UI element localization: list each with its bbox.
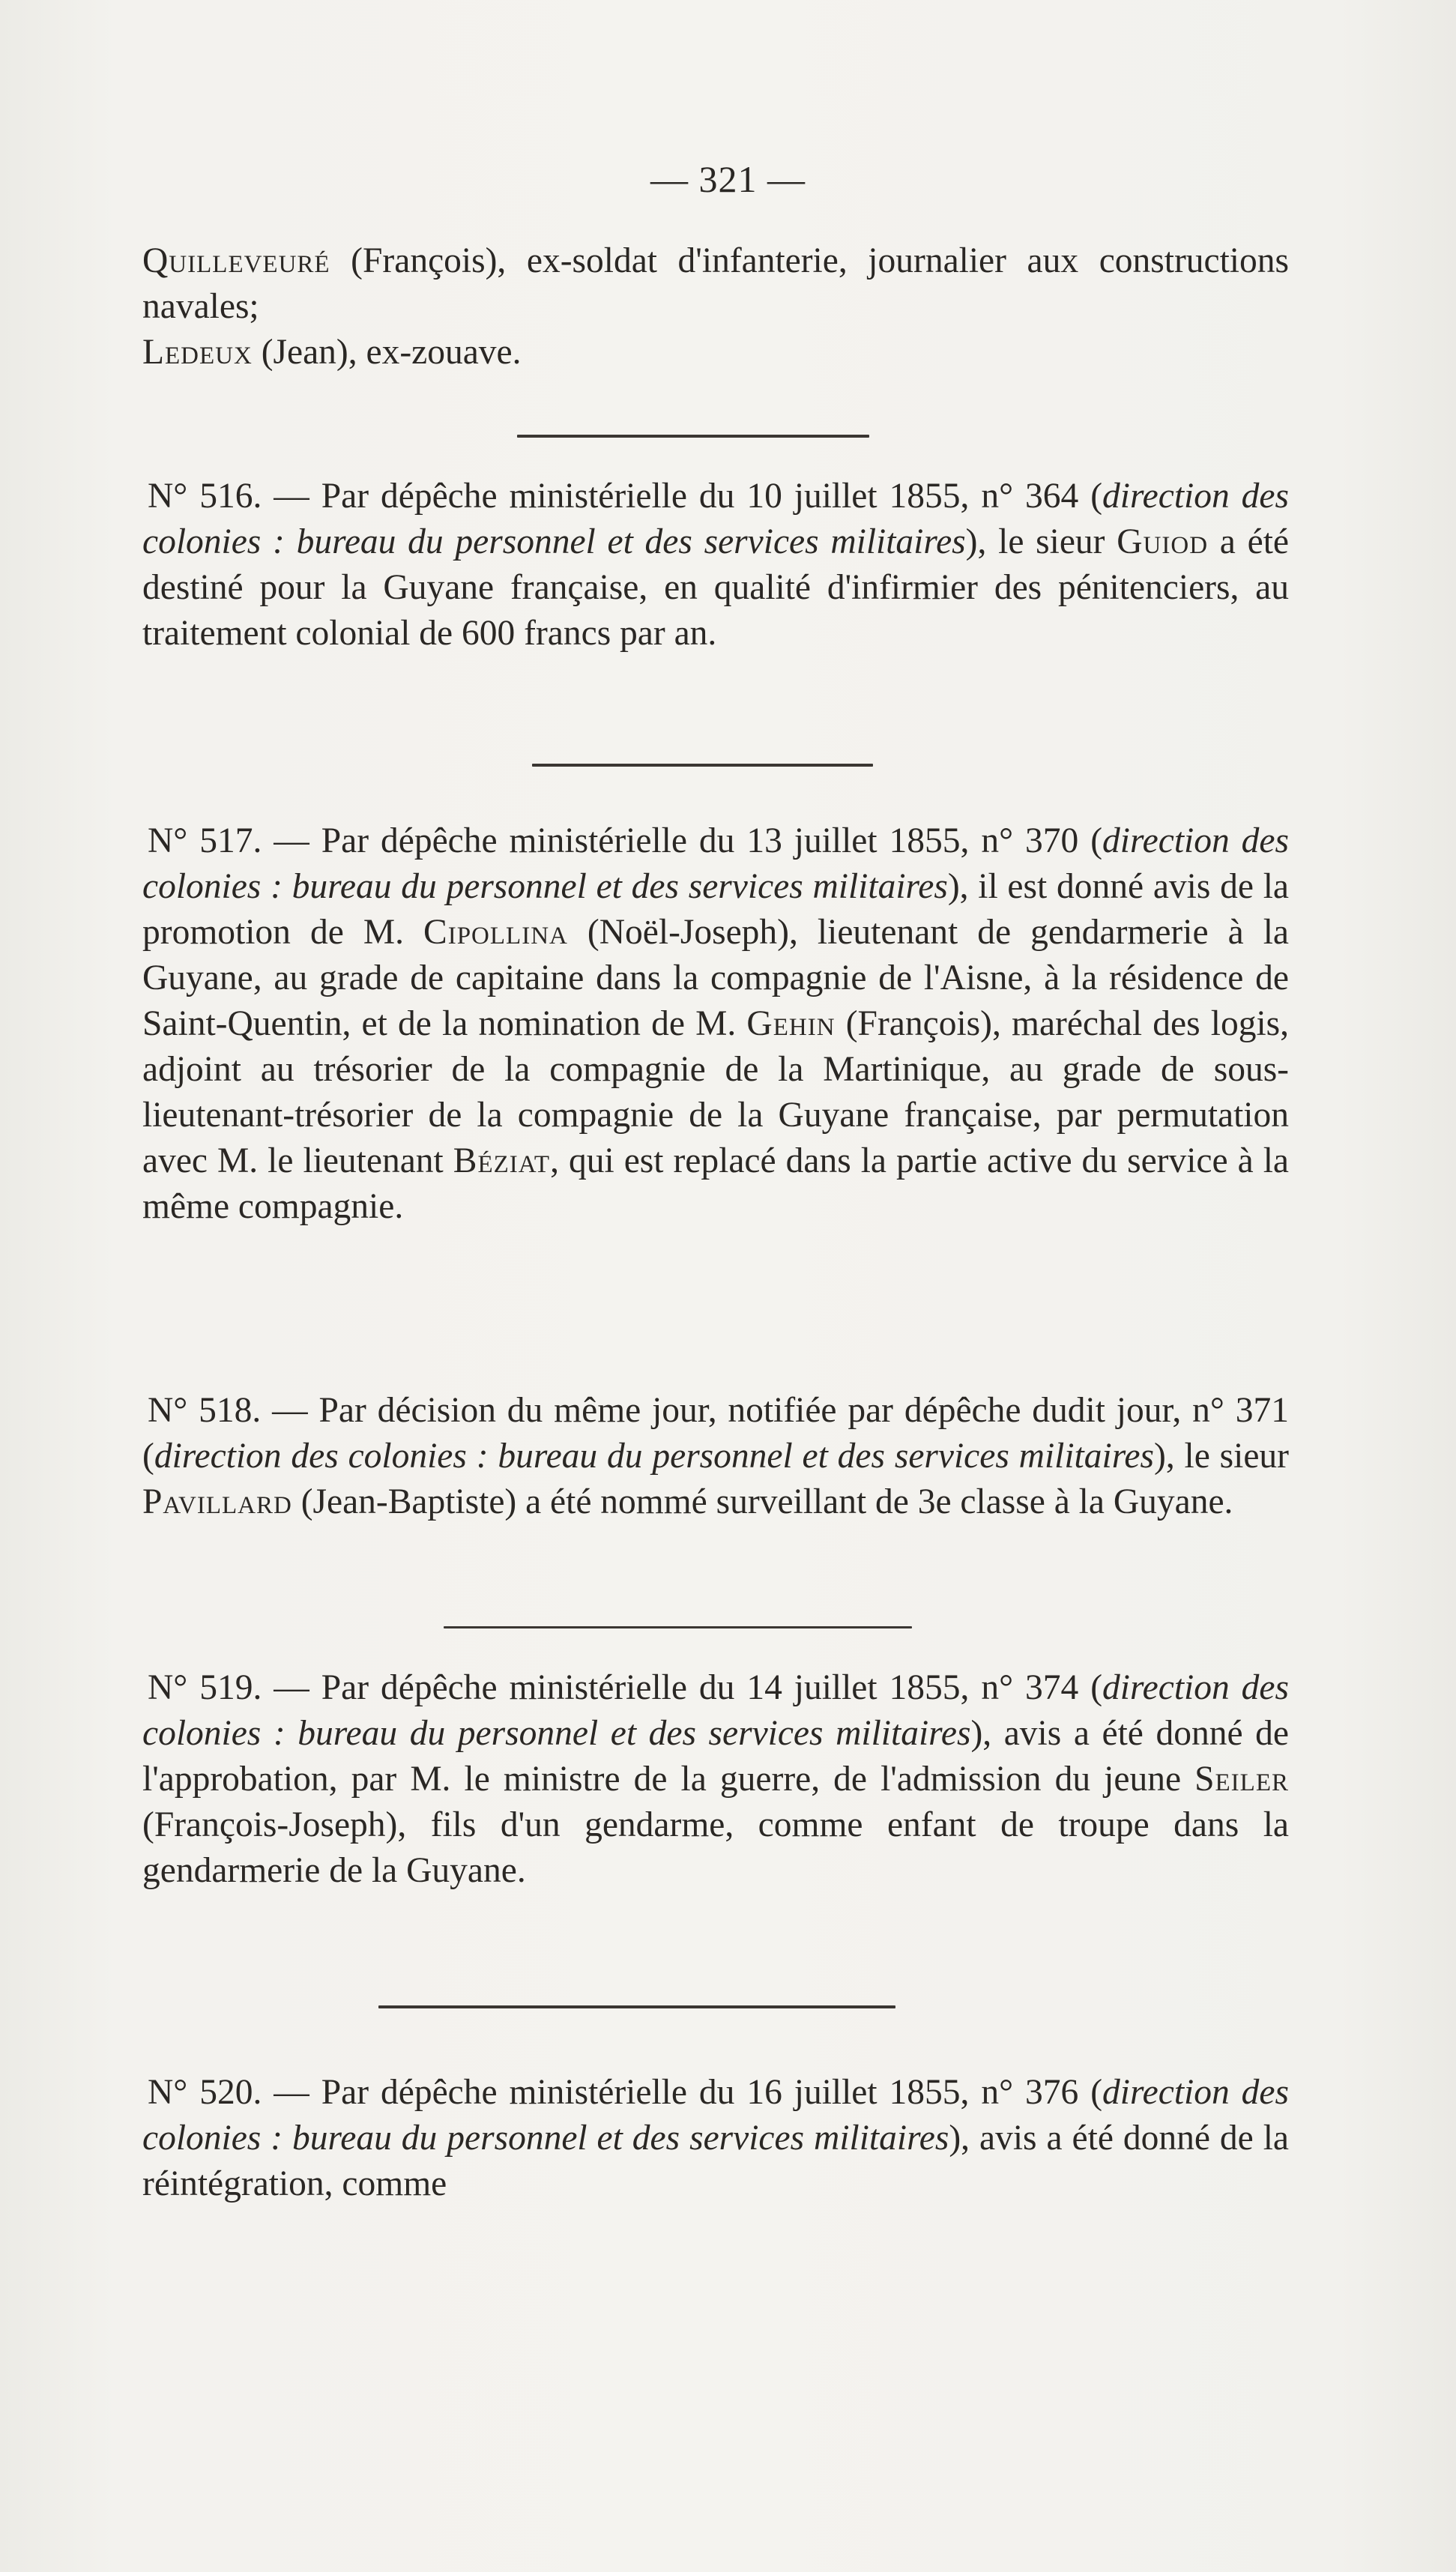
paragraph-text: (Jean), ex-zouave. xyxy=(252,333,522,372)
entry-heading: N° 520. — Par dépêche ministérielle du 16 juillet 1855, n° 376 ( xyxy=(148,2073,1103,2112)
entry-heading: N° 517. — Par dépêche ministérielle du 13 juillet 1855, n° 370 ( xyxy=(148,821,1103,860)
paragraph-text: ), il est donné avis de la promotion de M. xyxy=(142,867,1289,952)
entry-519 xyxy=(142,1665,1289,1894)
person-name: Seiler xyxy=(1194,1760,1289,1799)
paragraph-text: , qui est replacé dans la partie active du service à la même compagnie. xyxy=(142,1141,1289,1226)
section-divider xyxy=(378,2005,895,2008)
direction-italic: direction des colonies : bureau du personnel et des services militaires xyxy=(154,1437,1154,1476)
page-number: — 321 — xyxy=(650,158,806,200)
paragraph xyxy=(142,330,1289,375)
entry-heading: N° 518. — Par décision du même jour, notifiée par dépêche dudit jour, n° 371 ( xyxy=(142,1391,1289,1476)
paragraph-text: ), avis a été donné de l'approbation, par M. le ministre de la guerre, de l'admission du jeune xyxy=(142,1714,1289,1799)
person-name: Cipollina xyxy=(423,913,568,952)
paragraph-text: ), le sieur xyxy=(1154,1437,1289,1476)
person-name: Ledeux xyxy=(142,333,253,372)
person-name: Guiod xyxy=(1117,522,1209,561)
paragraph xyxy=(142,474,1289,656)
paragraph-text: (François), ex-soldat d'infanterie, journalier aux constructions navales; xyxy=(142,241,1289,326)
paragraph xyxy=(142,238,1289,330)
direction-italic: direction des colonies : bureau du personnel et des services militaires xyxy=(142,821,1289,906)
person-name: Gehin xyxy=(746,1004,836,1043)
section-divider xyxy=(532,764,873,767)
entry-heading: N° 516. — Par dépêche ministérielle du 10 juillet 1855, n° 364 ( xyxy=(148,477,1103,516)
paragraph xyxy=(142,2070,1289,2207)
paragraph-text: (François), maréchal des logis, adjoint au trésorier de la compagnie de la Martinique, au grade de sous-lieutenant-trésorier de la compagnie de la Guyane française, par permutation avec M. le lieutenant xyxy=(142,1004,1289,1180)
entry-518 xyxy=(142,1388,1289,1525)
entry-517 xyxy=(142,818,1289,1230)
paragraph-text: ), avis a été donné de la réintégration, comme xyxy=(142,2119,1289,2203)
entry-heading: N° 519. — Par dépêche ministérielle du 14 juillet 1855, n° 374 ( xyxy=(148,1668,1103,1707)
paragraph-text: (Noël-Joseph), lieutenant de gendarmerie à la Guyane, au grade de capitaine dans la compagnie de l'Aisne, à la résidence de Saint-Quentin, et de la nomination de M. xyxy=(142,913,1289,1043)
paragraph xyxy=(142,1665,1289,1894)
paragraph xyxy=(142,818,1289,1230)
paragraph-text: ), le sieur xyxy=(965,522,1117,561)
person-name: Béziat xyxy=(453,1141,551,1180)
person-name: Pavillard xyxy=(142,1482,292,1521)
entry-continuation xyxy=(142,238,1289,375)
direction-italic: direction des colonies : bureau du personnel et des services militaires xyxy=(142,2073,1289,2158)
paragraph xyxy=(142,1388,1289,1525)
direction-italic: direction des colonies : bureau du personnel et des services militaires xyxy=(142,477,1289,561)
person-name: Quilleveuré xyxy=(142,241,330,280)
entry-516 xyxy=(142,474,1289,656)
paragraph-text: (Jean-Baptiste) a été nommé surveillant de 3e classe à la Guyane. xyxy=(291,1482,1233,1521)
paragraph-text: a été destiné pour la Guyane française, en qualité d'infirmier des pénitenciers, au traitement colonial de 600 francs par an. xyxy=(142,522,1289,653)
paragraph-text: (François-Joseph), fils d'un gendarme, comme enfant de troupe dans la gendarmerie de la Guyane. xyxy=(142,1805,1289,1890)
entry-520 xyxy=(142,2070,1289,2207)
section-divider xyxy=(517,435,869,438)
section-divider xyxy=(444,1626,912,1628)
direction-italic: direction des colonies : bureau du personnel et des services militaires xyxy=(142,1668,1289,1753)
